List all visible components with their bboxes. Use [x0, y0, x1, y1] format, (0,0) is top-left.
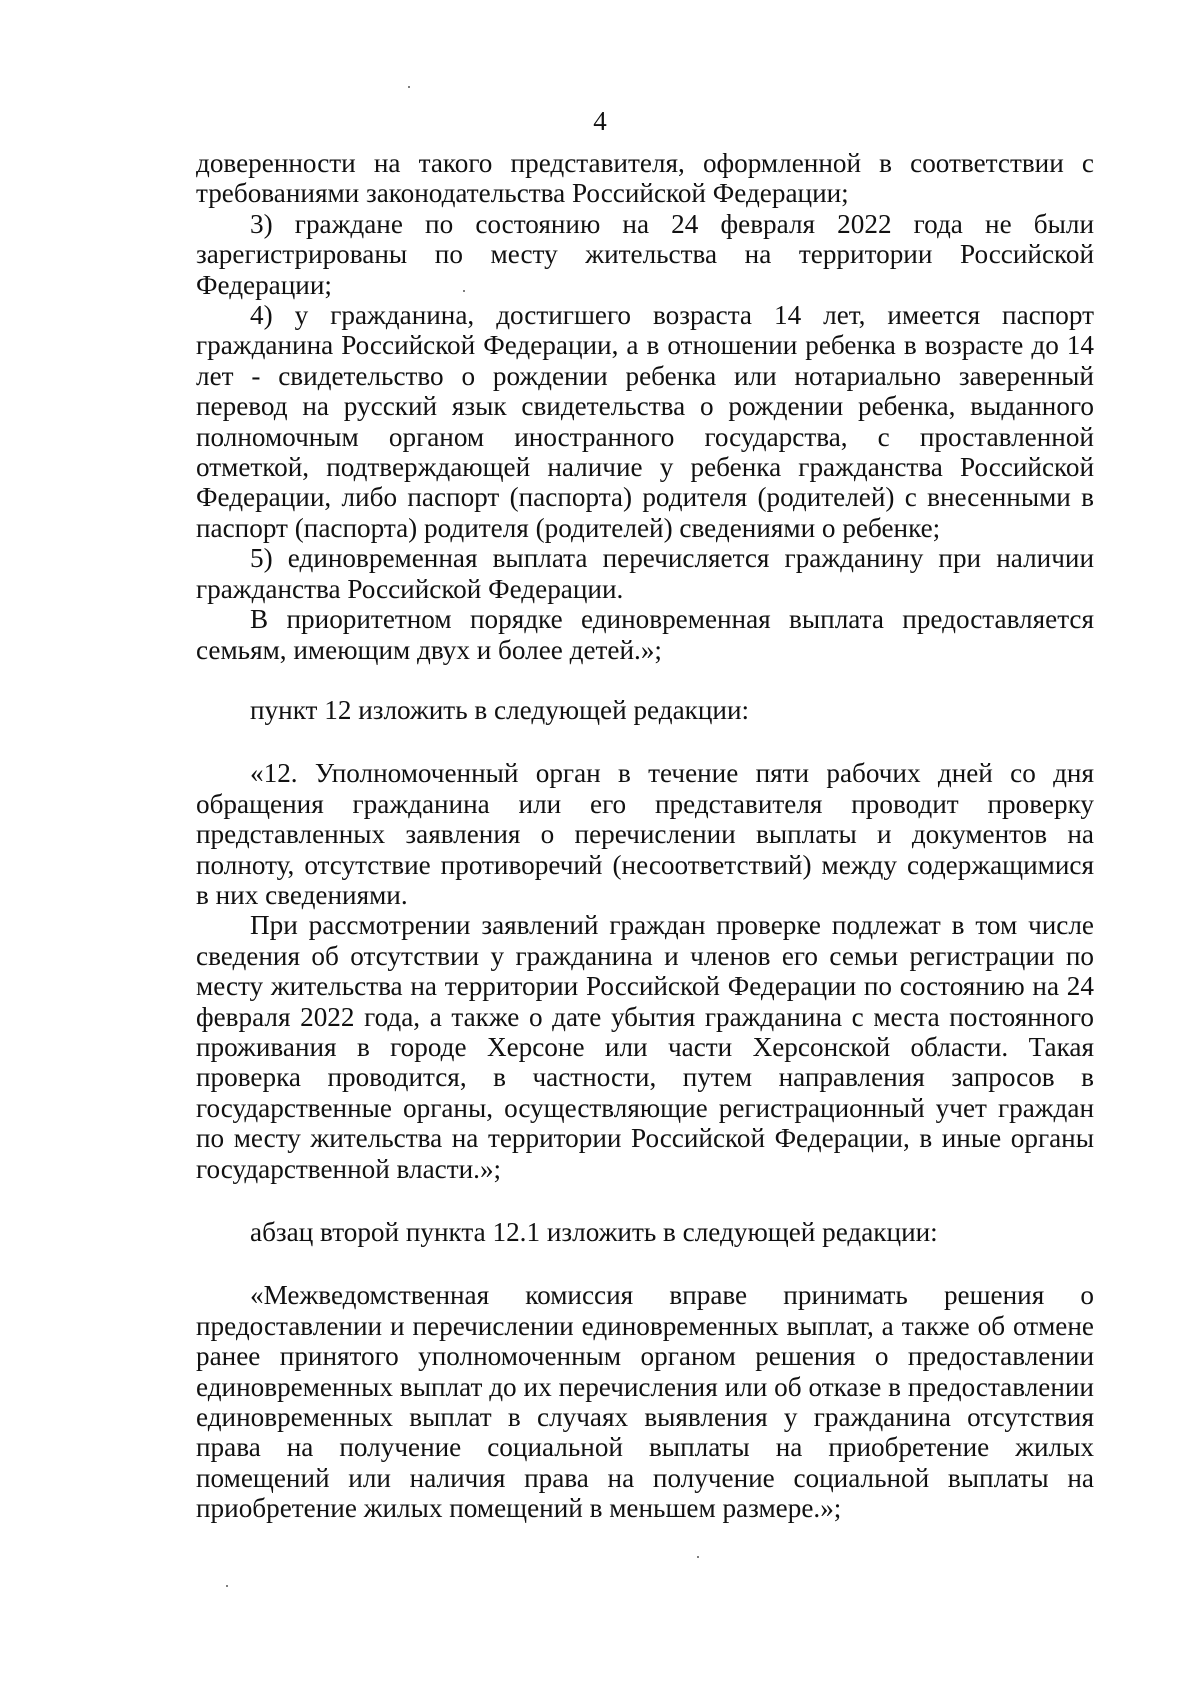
- paragraph-item-4: 4) у гражданина, достигшего возраста 14 лет, имеется паспорт гражданина Российской Федерации, а в отношении ребенка в возрасте до 14 лет - свидетельство о рождении ребенка или нотариально заверенный перевод на русский язык свидетельства о рождении ребенка, выданного полномочным органом иностранного государства, с проставленной отметкой, подтверждающей наличие у ребенка гражданства Российской Федерации, либо паспорт (паспорта) родителя (родителей) с внесенными в паспорт (паспорта) родителя (родителей) сведениями о ребенке;: [196, 300, 1094, 543]
- scan-speck: [408, 86, 410, 88]
- page-number: 4: [593, 106, 607, 136]
- paragraph-instruction-clause-12: пункт 12 изложить в следующей редакции:: [250, 694, 750, 725]
- paragraph-item-3: 3) граждане по состоянию на 24 февраля 2022 года не были зарегистрированы по месту жительства на территории Российской Федерации;: [196, 208, 1094, 300]
- paragraph-instruction-clause-12-1: абзац второй пункта 12.1 изложить в следующей редакции:: [250, 1217, 938, 1247]
- scan-speck: [697, 1556, 699, 1558]
- paragraph-item-5: 5) единовременная выплата перечисляется гражданину при наличии гражданства Российской Федерации.: [196, 543, 1094, 604]
- scan-speck: [226, 1585, 228, 1587]
- scan-speck: [463, 290, 465, 292]
- document-body: [196, 148, 1094, 1524]
- paragraph-priority: В приоритетном порядке единовременная выплата предоставляется семьям, имеющим двух и более детей.»;: [196, 604, 1094, 665]
- paragraph-clause-12-1: «Межведомственная комиссия вправе принимать решения о предоставлении и перечислении единовременных выплат, а также об отмене ранее принятого уполномоченным органом решения о предоставлении единовременных выплат до их перечисления или об отказе в предоставлении единовременных выплат в случаях выявления у гражданина отсутствия права на получение социальной выплаты на приобретение жилых помещений или наличия права на получение социальной выплаты на приобретение жилых помещений в меньшем размере.»;: [196, 1280, 1094, 1524]
- paragraph-clause-12-verification: При рассмотрении заявлений граждан проверке подлежат в том числе сведения об отсутствии у гражданина и членов его семьи регистрации по месту жительства на территории Российской Федерации по состоянию на 24 февраля 2022 года, а также о дате убытия гражданина с места постоянного проживания в городе Херсоне или части Херсонской области. Такая проверка проводится, в частности, путем направления запросов в государственные органы, осуществляющие регистрационный учет граждан по месту жительства на территории Российской Федерации, в иные органы государственной власти.»;: [196, 910, 1094, 1184]
- paragraph-continuation: доверенности на такого представителя, оформленной в соответствии с требованиями законодательства Российской Федерации;: [196, 148, 1094, 209]
- paragraph-clause-12: «12. Уполномоченный орган в течение пяти рабочих дней со дня обращения гражданина или его представителя проводит проверку представленных заявления о перечислении выплаты и документов на полноту, отсутствие противоречий (несоответствий) между содержащимися в них сведениями.: [196, 758, 1094, 910]
